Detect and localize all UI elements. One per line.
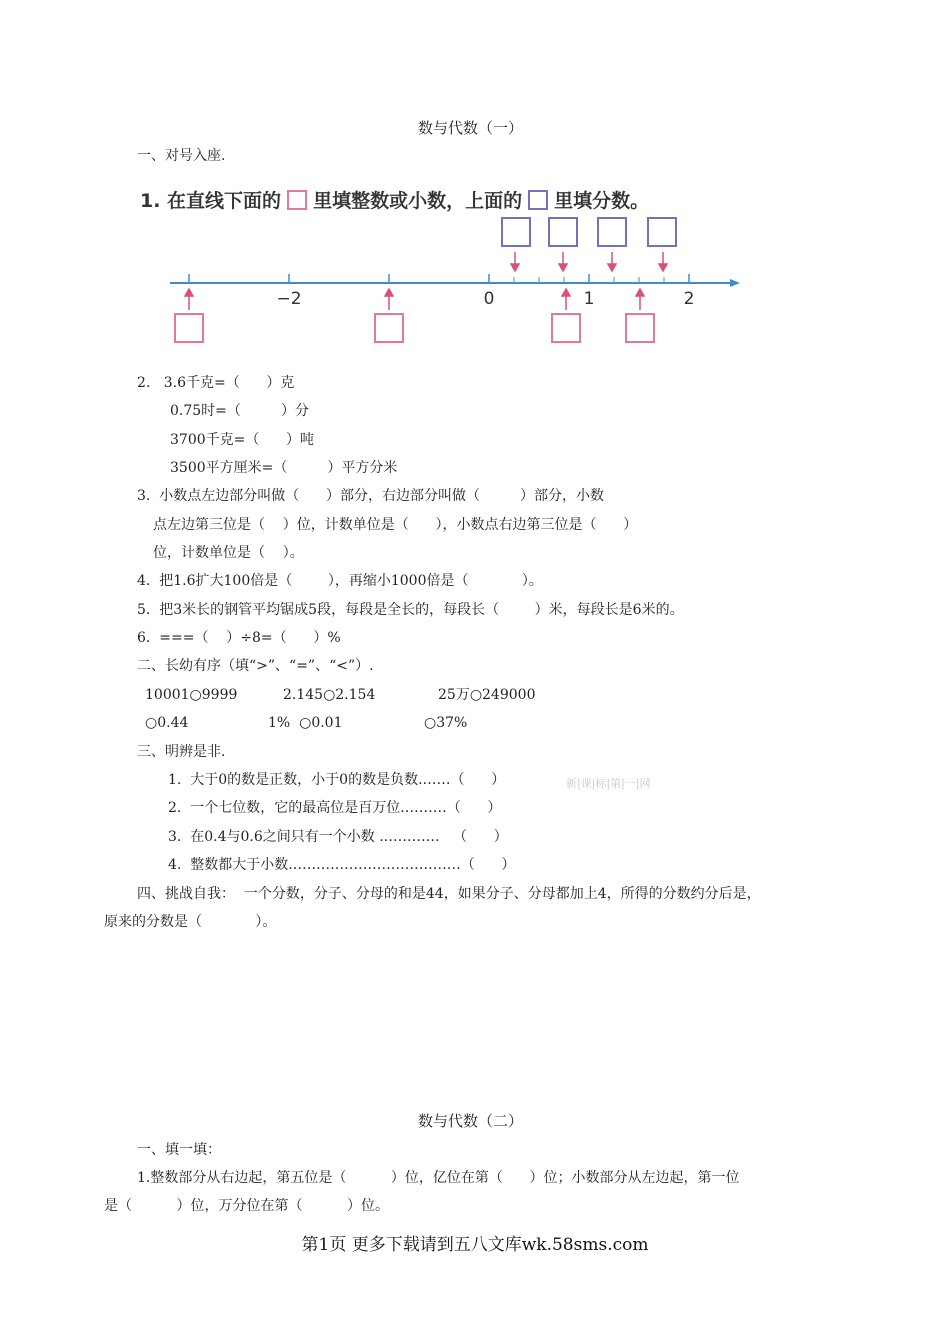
bottom-answer-box-1[interactable] — [175, 314, 203, 342]
section4-line-1: 四、挑战自我： 一个分数，分子、分母的和是44，如果分子、分母都加上4，所得的分数约分后是， — [137, 886, 761, 902]
q2-line-1: 2. 3.6千克=（ ）克 — [137, 375, 295, 391]
top-answer-box-1[interactable] — [502, 218, 530, 246]
part2-section1-heading: 一、填一填： — [137, 1142, 221, 1158]
section2-heading: 二、长幼有序（填“>”、“=”、“<”）. — [137, 658, 374, 674]
part2-q1-line-1: 1.整数部分从右边起，第五位是（ ）位，亿位在第（ ）位；小数部分从左边起，第一位 — [137, 1170, 740, 1186]
part1-title: 数与代数（一） — [418, 119, 524, 137]
q2-line-4: 3500平方厘米=（ ）平方分米 — [170, 460, 398, 476]
section1-heading: 一、对号入座. — [137, 148, 226, 164]
compare-1a: 10001○9999 — [145, 687, 238, 703]
bottom-answer-box-3[interactable] — [552, 314, 580, 342]
number-line-figure — [160, 210, 760, 350]
instruction-middle: 里填整数或小数，上面的 — [313, 190, 523, 212]
top-answer-box-2[interactable] — [549, 218, 577, 246]
bottom-answer-box-2[interactable] — [375, 314, 403, 342]
watermark: 新|课|标|第|一|网 — [566, 777, 651, 790]
q5-line: 5. 把3米长的钢管平均锯成5段，每段是全长的，每段长（ ）米，每段长是6米的。 — [137, 602, 684, 618]
top-answer-box-4[interactable] — [648, 218, 676, 246]
axis-arrow-icon — [730, 279, 740, 287]
top-answer-box-3[interactable] — [598, 218, 626, 246]
up-arrows — [185, 289, 644, 310]
q3-line-2: 点左边第三位是（ ）位，计数单位是（ ），小数点右边第三位是（ ） — [153, 517, 638, 533]
q2-line-3: 3700千克=（ ）吨 — [170, 432, 315, 448]
q3-line-3: 位，计数单位是（ ）。 — [153, 545, 304, 561]
judge-item-3: 3. 在0.4与0.6之间只有一个小数 .………… （ ） — [168, 829, 508, 845]
axis-label-2: 2 — [683, 289, 695, 309]
compare-2a: ○0.44 — [145, 715, 189, 731]
section3-heading: 三、明辨是非. — [137, 744, 226, 760]
axis-label-1: 1 — [583, 289, 595, 309]
part2-title: 数与代数（二） — [418, 1112, 524, 1130]
judge-item-4: 4. 整数都大于小数.………………………………（ ） — [168, 857, 516, 873]
compare-2b: 1% ○0.01 — [268, 715, 343, 731]
down-arrows — [511, 252, 667, 271]
number-line-instruction — [140, 186, 649, 213]
q6-line: 6. ===（ ）÷8=（ ）% — [137, 630, 341, 646]
section4-line-2: 原来的分数是（ ）。 — [104, 914, 277, 930]
part2-q1-line-2: 是（ ）位，万分位在第（ ）位。 — [104, 1198, 390, 1214]
pink-box-icon — [287, 190, 307, 210]
compare-1c: 25万○249000 — [438, 687, 536, 703]
q2-line-2: 0.75时=（ ）分 — [170, 403, 309, 419]
q4-line: 4. 把1.6扩大100倍是（ ），再缩小1000倍是（ ）。 — [137, 573, 543, 589]
bottom-answer-box-4[interactable] — [626, 314, 654, 342]
instruction-prefix: 1. 在直线下面的 — [140, 190, 282, 212]
q3-line-1: 3. 小数点左边部分叫做（ ）部分，右边部分叫做（ ）部分，小数 — [137, 488, 605, 504]
compare-1b: 2.145○2.154 — [283, 687, 376, 703]
axis-label-0: 0 — [483, 289, 495, 309]
compare-2c: ○37% — [424, 715, 468, 731]
judge-item-1: 1. 大于0的数是正数，小于0的数是负数.……（ ） — [168, 772, 506, 788]
purple-box-icon — [528, 190, 548, 210]
judge-item-2: 2. 一个七位数，它的最高位是百万位.………（ ） — [168, 800, 502, 816]
instruction-suffix: 里填分数。 — [554, 190, 650, 212]
page-footer: 第1页 更多下载请到五八文库wk.58sms.com — [301, 1235, 649, 1255]
axis-label-minus-2: −2 — [276, 289, 302, 309]
